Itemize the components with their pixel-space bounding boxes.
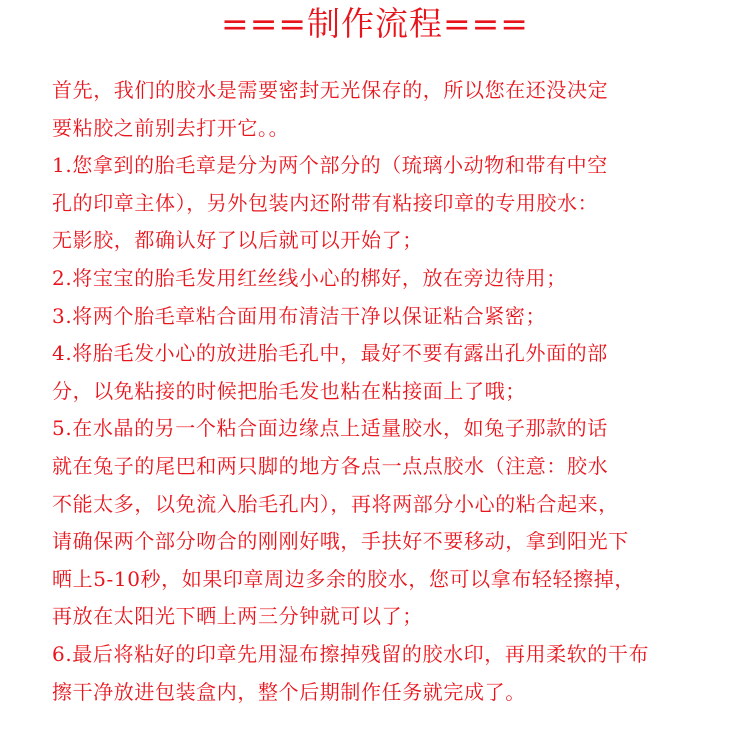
- text-line: 5.在水晶的另一个粘合面边缘点上适量胶水，如兔子那款的话: [52, 416, 608, 441]
- text-line: 3.将两个胎毛章粘合面用布清洁干净以保证粘合紧密；: [52, 303, 547, 328]
- text-line: 再放在太阳光下晒上两三分钟就可以了；: [52, 604, 423, 629]
- text-line: 请确保两个部分吻合的刚刚好哦，手扶好不要移动，拿到阳光下: [52, 529, 629, 554]
- text-line: 分，以免粘接的时候把胎毛发也粘在粘接面上了哦；: [52, 378, 526, 403]
- text-line: 2.将宝宝的胎毛发用红丝线小心的梆好，放在旁边待用；: [52, 265, 567, 290]
- text-line: 无影胶，都确认好了以后就可以开始了；: [52, 228, 423, 253]
- text-line: 要粘胶之前别去打开它。。: [52, 115, 290, 140]
- text-line: 首先，我们的胶水是需要密封无光保存的，所以您在还没决定: [52, 78, 609, 102]
- text-line: 擦干净放进包装盒内，整个后期制作任务就完成了。: [52, 679, 526, 704]
- page-title: ===制作流程===: [221, 4, 529, 43]
- text-line: 晒上5-10秒，如果印章周边多余的胶水，您可以拿布轻轻擦掉，: [52, 566, 635, 591]
- text-line: 1.您拿到的胎毛章是分为两个部分的（琉璃小动物和带有中空: [52, 153, 608, 178]
- text-line: 就在兔子的尾巴和两只脚的地方各点一点点胶水（注意：胶水: [52, 453, 609, 478]
- text-line: 6.最后将粘好的印章先用湿布擦掉残留的胶水印，再用柔软的干布: [52, 641, 650, 666]
- text-line: 孔的印章主体），另外包装内还附带有粘接印章的专用胶水：: [52, 190, 599, 215]
- instruction-body: [52, 72, 732, 711]
- text-line: 不能太多，以免流入胎毛孔内），再将两部分小心的粘合起来，: [52, 491, 619, 516]
- text-line: 4.将胎毛发小心的放进胎毛孔中，最好不要有露出孔外面的部: [52, 341, 608, 366]
